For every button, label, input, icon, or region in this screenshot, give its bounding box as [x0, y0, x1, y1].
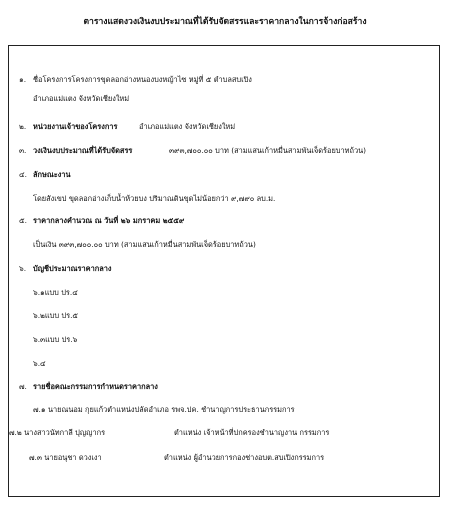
- item-7-label: รายชื่อคณะกรรมการกำหนดราคากลาง: [33, 382, 158, 391]
- document-title: ตารางแสดงวงเงินงบประมาณที่ได้รับจัดสรรและราคากลางในการจ้างก่อสร้าง: [83, 17, 367, 27]
- item-3-label: วงเงินงบประมาณที่ได้รับจัดสรร: [33, 146, 133, 155]
- item-6-4: ๖.๔: [33, 359, 46, 368]
- committee-member-3-role: ตำแหน่ง ผู้อำนวยการกองช่างอบต.สบเปิงกรรมการ: [164, 453, 325, 462]
- item-5-label: ราคากลางคำนวณ ณ วันที่ ๒๖ มกราคม ๒๕๕๙: [33, 216, 185, 225]
- item-1-subtext: อำเภอแม่แตง จังหวัดเชียงใหม่: [33, 94, 130, 103]
- item-6-1: ๖.๑แบบ ปร.๔: [33, 288, 78, 297]
- item-6-2: ๖.๒แบบ ปร.๕: [33, 311, 79, 320]
- item-3-number: ๓.: [19, 146, 27, 155]
- committee-member-2-name: ๗.๒ นางสาวนัทกาลี ปุญญากร: [9, 428, 106, 437]
- item-5-number: ๕.: [19, 216, 27, 225]
- item-3-value: ๓๙๓,๗๐๐.๐๐ บาท (สามแสนเก้าหมื่นสามพันเจ็ดร้อยบาทถ้วน): [169, 146, 367, 155]
- committee-member-1: ๗.๑ นายณนอม กุยแก้วตำแหน่งปลัดอำเภอ รพจ.ปค. ชำนาญการประธานกรรมการ: [33, 405, 295, 414]
- committee-member-2-role: ตำแหน่ง เจ้าหน้าที่ปกครองชำนาญงาน กรรมการ: [174, 428, 330, 437]
- item-2-value: อำเภอแม่แตง จังหวัดเชียงใหม่: [139, 122, 236, 131]
- item-1-number: ๑.: [19, 75, 27, 84]
- item-6-3: ๖.๓แบบ ปร.๖: [33, 335, 78, 344]
- item-6-label: บัญชีประมาณราคากลาง: [33, 264, 112, 273]
- committee-member-3-name: ๗.๓ นายอนุชา ดวงเงา: [29, 453, 102, 462]
- item-7-number: ๗.: [19, 382, 27, 391]
- item-2-number: ๒.: [19, 122, 27, 131]
- item-4-description: โดยสังเขป ขุดลอกอ่างเก็บน้ำห้วยบง ปริมาณดินขุดไม่น้อยกว่า ๙,๗๙๐ ลบ.ม.: [33, 194, 276, 203]
- item-4-label: ลักษณะงาน: [33, 170, 71, 179]
- item-6-number: ๖.: [19, 264, 27, 273]
- item-2-label: หน่วยงานเจ้าของโครงการ: [33, 122, 118, 131]
- item-1-text: ชื่อโครงการโครงการขุดลอกอ่างหนองบงหญ้าไซ หมู่ที่ ๕ ตำบลสบเปิง: [33, 75, 252, 84]
- item-5-value: เป็นเงิน ๓๙๓,๗๐๐.๐๐ บาท (สามแสนเก้าหมื่นสามพันเจ็ดร้อยบาทถ้วน): [33, 240, 256, 249]
- item-4-number: ๔.: [19, 170, 27, 179]
